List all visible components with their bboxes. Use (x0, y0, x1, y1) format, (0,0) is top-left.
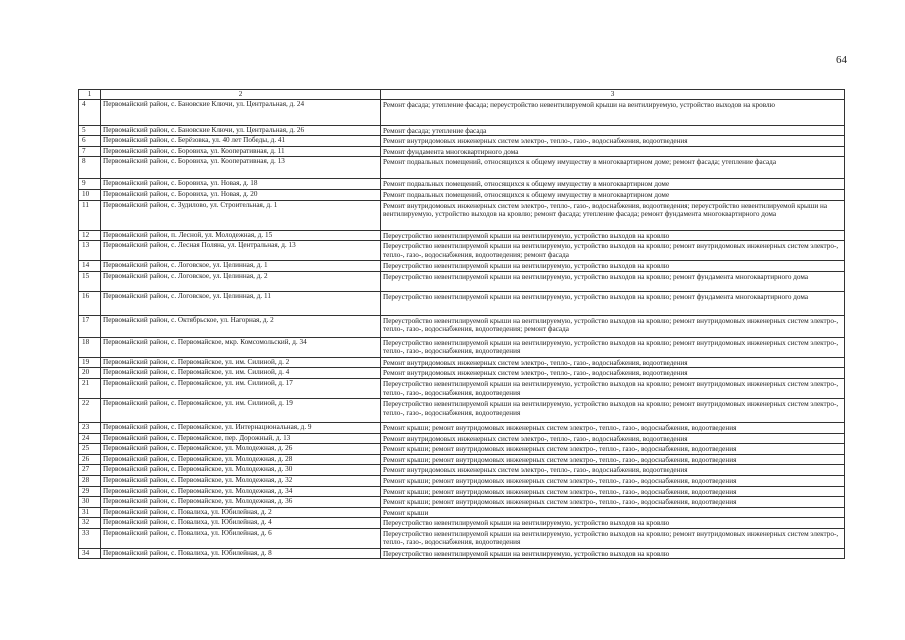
works-cell: Ремонт крыши; ремонт внутридомовых инженерных систем электро-, тепло-, газо-, водоснабжения, водоотведения (381, 422, 845, 433)
works-cell: Ремонт крыши (381, 507, 845, 518)
table-row (79, 497, 845, 508)
works-cell: Переустройство невентилируемой крыши на вентилируемую, устройство выходов на кровлю; ремонт фундамента многоквартирного дома (381, 291, 845, 315)
works-cell: Переустройство невентилируемой крыши на вентилируемую, устройство выходов на кровлю; ремонт внутридомовых инженерных систем электро-, тепло-, газо-, водоснабжения, водоотведения (381, 337, 845, 357)
address-cell: Первомайский район, с. Первомайское, ул. им. Силиной, д. 19 (101, 398, 381, 422)
works-cell: Ремонт фасада; утепление фасада; переустройство невентилируемой крыши на вентилируемую, устройство выходов на кровлю (381, 99, 845, 125)
row-number: 23 (79, 422, 101, 433)
address-cell: Первомайский район, с. Повалиха, ул. Юбилейная, д. 6 (101, 528, 381, 548)
table-row (79, 454, 845, 465)
row-number: 11 (79, 200, 101, 230)
works-cell: Ремонт фасада; утепление фасада (381, 125, 845, 136)
table-row (79, 337, 845, 357)
works-cell: Переустройство невентилируемой крыши на вентилируемую, устройство выходов на кровлю (381, 518, 845, 529)
works-cell: Ремонт подвальных помещений, относящихся к общему имуществу в многоквартирном доме (381, 189, 845, 200)
address-cell: Первомайский район, с. Логовское, ул. Целинная, д. 2 (101, 271, 381, 291)
address-cell: Первомайский район, с. Первомайское, ул. Молодежная, д. 30 (101, 465, 381, 476)
address-cell: Первомайский район, с. Боровиха, ул. Новая, д. 18 (101, 179, 381, 190)
row-number: 25 (79, 444, 101, 455)
header-col-1: 1 (79, 90, 101, 100)
works-cell: Ремонт внутридомовых инженерных систем электро-, тепло-, газо-, водоснабжения, водоотведения; переустройство невентилируемой крыши на вентилируемую, устройство выходов на кровлю; ремонт фасада; утепление фасада; ремонт фундамента многоквартирного дома (381, 200, 845, 230)
works-cell: Ремонт внутридомовых инженерных систем электро-, тепло-, газо-, водоснабжения, водоотведения (381, 433, 845, 444)
row-number: 12 (79, 230, 101, 241)
table-row (79, 271, 845, 291)
header-col-3: 3 (381, 90, 845, 100)
table-row (79, 179, 845, 190)
row-number: 32 (79, 518, 101, 529)
address-cell: Первомайский район, с. Боровиха, ул. Кооперативная, д. 11 (101, 146, 381, 157)
row-number: 5 (79, 125, 101, 136)
table-row (79, 357, 845, 368)
table-row (79, 136, 845, 147)
table-row (79, 261, 845, 272)
works-cell: Переустройство невентилируемой крыши на вентилируемую, устройство выходов на кровлю; ремонт внутридомовых инженерных систем электро-, тепло-, газо-, водоснабжения, водоотведения; ремонт фасада (381, 315, 845, 337)
table-row (79, 146, 845, 157)
table-row (79, 398, 845, 422)
table-row (79, 507, 845, 518)
table-row (79, 291, 845, 315)
works-cell: Переустройство невентилируемой крыши на вентилируемую, устройство выходов на кровлю; ремонт внутридомовых инженерных систем электро-, тепло-, газо-, водоснабжения, водоотведения (381, 378, 845, 398)
address-cell: Первомайский район, с. Первомайское, ул. им. Силиной, д. 4 (101, 368, 381, 379)
table-row (79, 465, 845, 476)
address-cell: Первомайский район, с. Первомайское, ул. Молодежная, д. 36 (101, 497, 381, 508)
address-cell: Первомайский район, с. Бановские Ключи, ул. Центральная, д. 26 (101, 125, 381, 136)
table-row (79, 189, 845, 200)
table-row (79, 241, 845, 261)
address-cell: Первомайский район, с. Первомайское, ул. Молодежная, д. 28 (101, 454, 381, 465)
address-cell: Первомайский район, с. Первомайское, ул. Молодежная, д. 34 (101, 486, 381, 497)
row-number: 15 (79, 271, 101, 291)
works-cell: Ремонт крыши; ремонт внутридомовых инженерных систем электро-, тепло-, газо-, водоснабжения, водоотведения (381, 444, 845, 455)
works-table (78, 89, 845, 559)
works-cell: Ремонт фундамента многоквартирного дома (381, 146, 845, 157)
row-number: 14 (79, 261, 101, 272)
row-number: 17 (79, 315, 101, 337)
table-row (79, 518, 845, 529)
table-row (79, 475, 845, 486)
row-number: 22 (79, 398, 101, 422)
works-cell: Ремонт внутридомовых инженерных систем электро-, тепло-, газо-, водоснабжения, водоотведения (381, 136, 845, 147)
table-row (79, 444, 845, 455)
row-number: 8 (79, 157, 101, 179)
row-number: 6 (79, 136, 101, 147)
address-cell: Первомайский район, с. Повалиха, ул. Юбилейная, д. 8 (101, 548, 381, 559)
table-header-row (79, 90, 845, 100)
works-cell: Переустройство невентилируемой крыши на вентилируемую, устройство выходов на кровлю; ремонт фундамента многоквартирного дома (381, 271, 845, 291)
address-cell: Первомайский район, с. Первомайское, мкр. Комсомольский, д. 34 (101, 337, 381, 357)
address-cell: Первомайский район, п. Лесной, ул. Молодежная, д. 15 (101, 230, 381, 241)
works-cell: Переустройство невентилируемой крыши на вентилируемую, устройство выходов на кровлю (381, 548, 845, 559)
address-cell: Первомайский район, с. Берёзовка, ул. 40 лет Победы, д. 41 (101, 136, 381, 147)
works-cell: Переустройство невентилируемой крыши на вентилируемую, устройство выходов на кровлю; ремонт внутридомовых инженерных систем электро-, тепло-, газо-, водоснабжения, водоотведения; ремонт фасада (381, 241, 845, 261)
works-cell: Переустройство невентилируемой крыши на вентилируемую, устройство выходов на кровлю; ремонт внутридомовых инженерных систем электро-, тепло-, газо-, водоснабжения, водоотведения (381, 528, 845, 548)
table-row (79, 125, 845, 136)
table-row (79, 548, 845, 559)
address-cell: Первомайский район, с. Боровиха, ул. Кооперативная, д. 13 (101, 157, 381, 179)
table-row (79, 486, 845, 497)
address-cell: Первомайский район, с. Лесная Поляна, ул. Центральная, д. 13 (101, 241, 381, 261)
table-row (79, 230, 845, 241)
page-number: 64 (836, 54, 847, 66)
works-cell: Переустройство невентилируемой крыши на вентилируемую, устройство выходов на кровлю (381, 230, 845, 241)
address-cell: Первомайский район, с. Логовское, ул. Целинная, д. 1 (101, 261, 381, 272)
row-number: 31 (79, 507, 101, 518)
row-number: 18 (79, 337, 101, 357)
table-row (79, 378, 845, 398)
row-number: 28 (79, 475, 101, 486)
table-row (79, 422, 845, 433)
address-cell: Первомайский район, с. Зудилово, ул. Строительная, д. 1 (101, 200, 381, 230)
address-cell: Первомайский район, с. Первомайское, ул. им. Силиной, д. 17 (101, 378, 381, 398)
row-number: 19 (79, 357, 101, 368)
table-row (79, 99, 845, 125)
row-number: 34 (79, 548, 101, 559)
row-number: 27 (79, 465, 101, 476)
table-row (79, 200, 845, 230)
table-row (79, 368, 845, 379)
works-cell: Ремонт подвальных помещений, относящихся к общему имуществу в многоквартирном доме; ремонт фасада; утепление фасада (381, 157, 845, 179)
row-number: 13 (79, 241, 101, 261)
table-row (79, 528, 845, 548)
row-number: 30 (79, 497, 101, 508)
address-cell: Первомайский район, с. Повалиха, ул. Юбилейная, д. 2 (101, 507, 381, 518)
table-row (79, 315, 845, 337)
header-col-2: 2 (101, 90, 381, 100)
table-row (79, 433, 845, 444)
address-cell: Первомайский район, с. Первомайское, ул. им. Силиной, д. 2 (101, 357, 381, 368)
row-number: 9 (79, 179, 101, 190)
works-cell: Ремонт внутридомовых инженерных систем электро-, тепло-, газо-, водоснабжения, водоотведения (381, 368, 845, 379)
row-number: 21 (79, 378, 101, 398)
row-number: 29 (79, 486, 101, 497)
works-cell: Переустройство невентилируемой крыши на вентилируемую, устройство выходов на кровлю (381, 261, 845, 272)
works-cell: Ремонт крыши; ремонт внутридомовых инженерных систем электро-, тепло-, газо-, водоснабжения, водоотведения (381, 454, 845, 465)
address-cell: Первомайский район, с. Боровиха, ул. Новая, д. 20 (101, 189, 381, 200)
address-cell: Первомайский район, с. Первомайское, ул. Интернациональная, д. 9 (101, 422, 381, 433)
row-number: 26 (79, 454, 101, 465)
address-cell: Первомайский район, с. Первомайское, ул. Молодежная, д. 32 (101, 475, 381, 486)
row-number: 4 (79, 99, 101, 125)
works-cell: Переустройство невентилируемой крыши на вентилируемую, устройство выходов на кровлю; ремонт внутридомовых инженерных систем электро-, тепло-, газо-, водоснабжения, водоотведения (381, 398, 845, 422)
works-table-container (78, 89, 844, 559)
works-cell: Ремонт внутридомовых инженерных систем электро-, тепло-, газо-, водоснабжения, водоотведения (381, 465, 845, 476)
row-number: 7 (79, 146, 101, 157)
address-cell: Первомайский район, с. Октябрьское, ул. Нагорная, д. 2 (101, 315, 381, 337)
works-cell: Ремонт крыши; ремонт внутридомовых инженерных систем электро-, тепло-, газо-, водоснабжения, водоотведения (381, 486, 845, 497)
address-cell: Первомайский район, с. Первомайское, пер. Дорожный, д. 13 (101, 433, 381, 444)
address-cell: Первомайский район, с. Бановские Ключи, ул. Центральная, д. 24 (101, 99, 381, 125)
row-number: 24 (79, 433, 101, 444)
address-cell: Первомайский район, с. Первомайское, ул. Молодежная, д. 26 (101, 444, 381, 455)
row-number: 10 (79, 189, 101, 200)
table-row (79, 157, 845, 179)
row-number: 20 (79, 368, 101, 379)
works-cell: Ремонт крыши; ремонт внутридомовых инженерных систем электро-, тепло-, газо-, водоснабжения, водоотведения (381, 497, 845, 508)
works-cell: Ремонт внутридомовых инженерных систем электро-, тепло-, газо-, водоснабжения, водоотведения (381, 357, 845, 368)
works-cell: Ремонт крыши; ремонт внутридомовых инженерных систем электро-, тепло-, газо-, водоснабжения, водоотведения (381, 475, 845, 486)
works-cell: Ремонт подвальных помещений, относящихся к общему имуществу в многоквартирном доме (381, 179, 845, 190)
row-number: 33 (79, 528, 101, 548)
address-cell: Первомайский район, с. Повалиха, ул. Юбилейная, д. 4 (101, 518, 381, 529)
row-number: 16 (79, 291, 101, 315)
address-cell: Первомайский район, с. Логовское, ул. Целинная, д. 11 (101, 291, 381, 315)
